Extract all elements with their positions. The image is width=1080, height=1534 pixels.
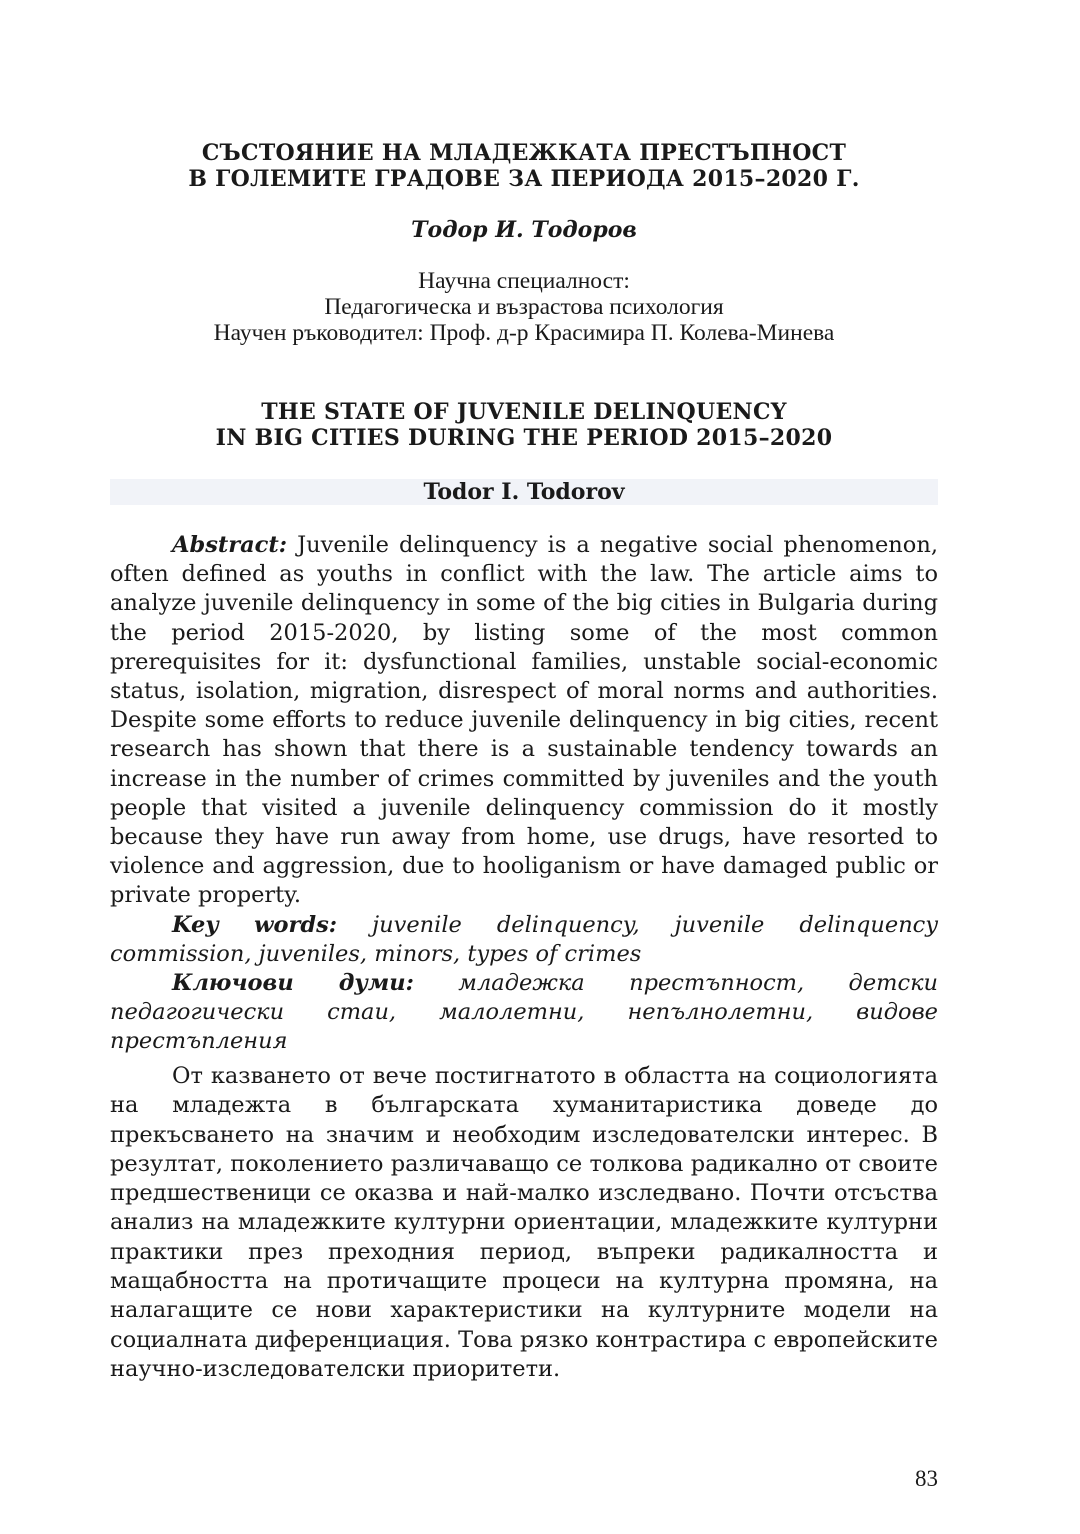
english-title-line-2: IN BIG CITIES DURING THE PERIOD 2015–2020 xyxy=(215,425,833,451)
body-paragraph: От казването от вече постигнатото в областта на социологията на младежта в българската хуманитаристика доведе до прекъсването на значим и необходим изследователски интерес. В резултат, поколението различаващо се толкова радикално от своите предшественици се оказва и най-малко изследвано. Почти отсъства анализ на младежките културни ориентации, младежките културни практики през преходния период, въпреки радикалността и мащабността на протичащите процеси на културна промяна, на налагащите се нови характеристики на културните модели на социалната диференциация. Това рязко контрастира с европейските научно-изследователски приоритети. xyxy=(110,1063,938,1382)
bulgarian-author: Тодор И. Тодоров xyxy=(411,217,637,243)
bulgarian-title-line-1: СЪСТОЯНИЕ НА МЛАДЕЖКАТА ПРЕСТЪПНОСТ xyxy=(201,140,847,166)
bulgarian-title xyxy=(110,140,938,192)
abstract-label: Abstract: xyxy=(172,532,288,558)
body-section xyxy=(110,1062,938,1384)
affiliation-specialty: Педагогическа и възрастова психология xyxy=(324,294,724,320)
abstract-section xyxy=(110,531,938,1057)
keywords-english-label: Key words: xyxy=(172,911,338,938)
affiliation-specialty-label: Научна специалност: xyxy=(418,268,630,294)
keywords-english-text: juvenile delinquency, juvenile delinquency commission, juveniles, minors, types of crimes xyxy=(110,911,938,967)
document-page xyxy=(110,0,938,1534)
page-number: 83 xyxy=(915,1466,938,1491)
english-title-line-1: THE STATE OF JUVENILE DELINQUENCY xyxy=(261,399,787,425)
abstract-text: Juvenile delinquency is a negative social phenomenon, often defined as youths in conflict with the law. The article aims to analyze juvenile delinquency in some of the big cities in Bulgaria during the period 2015-2020, by listing some of the most common prerequisites for it: dysfunctional families, unstable social-economic status, isolation, migration, disrespect of moral norms and authorities. Despite some efforts to reduce juvenile delinquency in big cities, recent research has shown that there is a sustainable tendency towards an increase in the number of crimes committed by juveniles and the youth people that visited a juvenile delinquency commission do it mostly because they have run away from home, use drugs, have resorted to violence and aggression, due to hooliganism or have damaged public or private property. xyxy=(110,532,938,909)
keywords-bulgarian-text: младежка престъпност, детски педагогически стаи, малолетни, непълнолетни, видове престъпления xyxy=(110,970,938,1055)
english-author: Todor I. Todorov xyxy=(110,479,938,505)
affiliation-supervisor: Научен ръководител: Проф. д-р Красимира П. Колева-Минева xyxy=(213,320,835,346)
bulgarian-title-line-2: В ГОЛЕМИТЕ ГРАДОВЕ ЗА ПЕРИОДА 2015–2020 Г. xyxy=(188,166,860,192)
keywords-english xyxy=(110,911,938,969)
english-title xyxy=(110,399,938,451)
affiliation-block xyxy=(110,268,938,346)
abstract-paragraph xyxy=(110,531,938,911)
keywords-bulgarian xyxy=(110,969,938,1057)
keywords-bulgarian-label: Ключови думи: xyxy=(172,970,414,997)
